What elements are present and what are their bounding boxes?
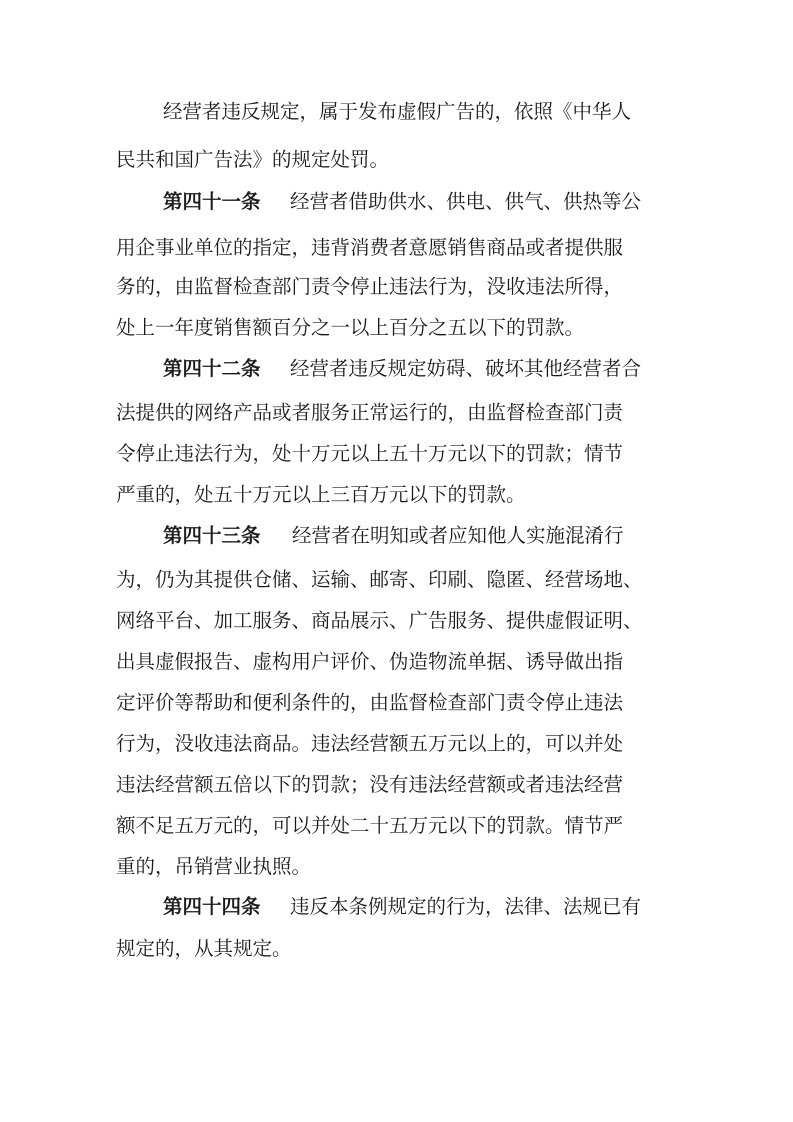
paragraph-text: 行为，没收违法商品。违法经营额五万元以上的，可以并处 — [116, 732, 624, 755]
paragraph-text: 经营者在明知或者应知他人实施混淆行 — [292, 524, 624, 547]
paragraph-text: 经营者违反规定妨碍、破坏其他经营者合 — [290, 357, 642, 380]
paragraph-text: 违反本条例规定的行为，法律、法规已有 — [290, 895, 642, 918]
paragraph-text: 网络平台、加工服务、商品展示、广告服务、提供虚假证明、 — [116, 609, 643, 632]
paragraph-text: 为，仍为其提供仓储、运输、邮寄、印刷、隐匿、经营场地、 — [116, 568, 643, 591]
paragraph-text: 额不足五万元的，可以并处二十五万元以下的罚款。情节严 — [116, 814, 624, 837]
article-heading: 第四十二条 — [163, 357, 261, 380]
paragraph-text: 民共和国广告法》的规定处罚。 — [116, 148, 390, 171]
paragraph-text: 出具虚假报告、虚构用户评价、伪造物流单据、诱导做出指 — [116, 650, 624, 673]
paragraph-text: 重的，吊销营业执照。 — [116, 855, 312, 878]
article-heading: 第四十三条 — [163, 524, 261, 547]
paragraph-text: 务的，由监督检查部门责令停止违法行为，没收违法所得， — [116, 275, 624, 298]
paragraph-text: 定评价等帮助和便利条件的，由监督检查部门责令停止违法 — [116, 691, 624, 714]
paragraph-text: 规定的，从其规定。 — [116, 937, 292, 960]
paragraph-text: 法提供的网络产品或者服务正常运行的，由监督检查部门责 — [116, 401, 624, 424]
paragraph-text: 令停止违法行为，处十万元以上五十万元以下的罚款；情节 — [116, 442, 624, 465]
paragraph-text: 处上一年度销售额百分之一以上百分之五以下的罚款。 — [116, 316, 585, 339]
paragraph-text: 用企事业单位的指定，违背消费者意愿销售商品或者提供服 — [116, 236, 624, 259]
article-heading: 第四十一条 — [163, 190, 261, 213]
paragraph-text: 严重的，处五十万元以上三百万元以下的罚款。 — [116, 483, 526, 506]
paragraph-text: 违法经营额五倍以下的罚款；没有违法经营额或者违法经营 — [116, 773, 624, 796]
article-heading: 第四十四条 — [163, 895, 261, 918]
paragraph-text: 经营者借助供水、供电、供气、供热等公 — [290, 190, 642, 213]
paragraph-text: 经营者违反规定，属于发布虚假广告的，依照《中华人 — [163, 100, 632, 123]
